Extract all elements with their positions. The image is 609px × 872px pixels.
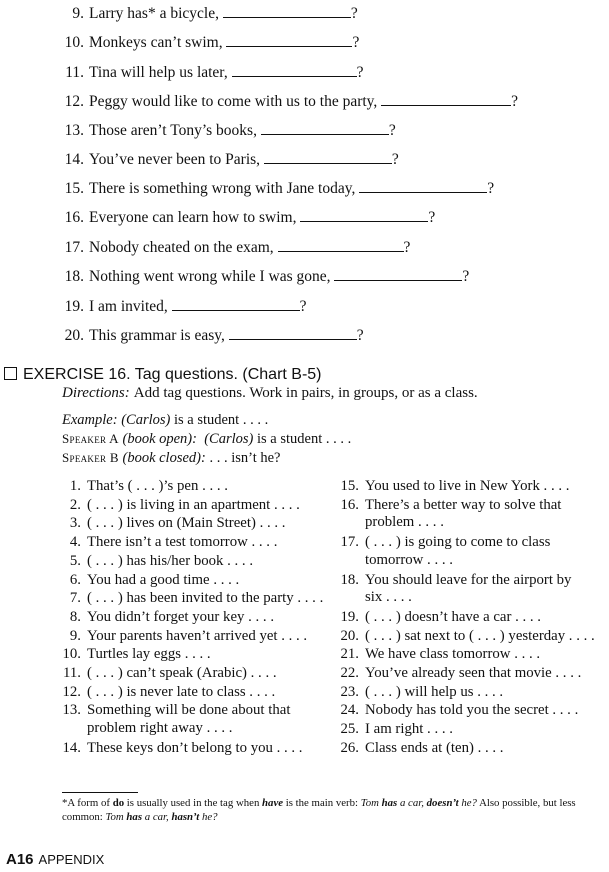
answer-blank[interactable] xyxy=(264,149,392,164)
item-text: Peggy would like to come with us to the party, xyxy=(89,93,382,110)
item-number: 6. xyxy=(69,571,81,588)
item-number: 25. xyxy=(340,721,359,738)
exercise-item xyxy=(59,534,277,552)
exercise-item xyxy=(337,721,453,739)
item-text: Monkeys can’t swim, xyxy=(89,34,227,51)
item-text: There is something wrong with Jane today, xyxy=(89,180,360,197)
item-text: six . . . . xyxy=(365,589,412,605)
item-number: 17. xyxy=(64,239,84,256)
answer-blank[interactable] xyxy=(223,3,351,18)
section-name: APPENDIX xyxy=(38,852,105,867)
item-number: 14. xyxy=(64,151,84,168)
exercise-item xyxy=(59,515,286,533)
exercise-item xyxy=(337,497,561,532)
footnote-divider xyxy=(62,792,138,793)
exercise-item xyxy=(337,702,578,720)
tag-question-item xyxy=(60,207,435,227)
exercise-item xyxy=(59,665,277,683)
exercise-item xyxy=(59,478,228,496)
exercise-item xyxy=(59,684,275,702)
answer-blank[interactable] xyxy=(359,178,487,193)
question-mark: ? xyxy=(428,209,436,226)
question-mark: ? xyxy=(511,93,519,110)
item-text: I am invited, xyxy=(89,298,172,315)
item-text: Those aren’t Tony’s books, xyxy=(89,122,261,139)
item-number: 18. xyxy=(64,268,84,285)
checkbox-icon[interactable] xyxy=(4,367,17,380)
tag-question-item xyxy=(60,266,469,286)
item-number: 13. xyxy=(62,702,81,719)
answer-blank[interactable] xyxy=(278,237,404,252)
answer-blank[interactable] xyxy=(172,296,300,311)
item-number: 15. xyxy=(340,478,359,494)
item-number: 11. xyxy=(63,665,81,681)
item-text: Nobody has told you the secret . . . . xyxy=(365,702,579,719)
item-number: 3. xyxy=(69,515,81,532)
item-text: You didn’t forget your key . . . . xyxy=(87,608,275,625)
example-label: Example: xyxy=(62,412,118,428)
answer-blank[interactable] xyxy=(226,32,352,47)
question-mark: ? xyxy=(462,268,470,285)
exercise-heading xyxy=(4,366,322,384)
item-number: 19. xyxy=(64,298,84,315)
item-text: Something will be done about that xyxy=(87,702,291,719)
item-number: 16. xyxy=(340,496,359,513)
speaker-b-line xyxy=(62,450,280,467)
item-text: ( . . . ) lives on (Main Street) . . . . xyxy=(87,515,286,532)
speaker-a-note: (book open): xyxy=(122,431,197,447)
item-text: Everyone can learn how to swim, xyxy=(89,209,301,226)
exercise-item xyxy=(337,684,503,702)
item-number: 12. xyxy=(62,683,81,700)
item-text: This grammar is easy, xyxy=(89,327,229,344)
exercise-item xyxy=(337,572,571,607)
exercise-item xyxy=(59,497,300,515)
item-text: Turtles lay eggs . . . . xyxy=(87,646,211,663)
question-mark: ? xyxy=(299,298,307,315)
item-number: 8. xyxy=(69,608,81,625)
item-number: 9. xyxy=(72,5,84,22)
answer-blank[interactable] xyxy=(232,62,357,77)
item-text: ( . . . ) has his/her book . . . . xyxy=(87,552,254,569)
question-mark: ? xyxy=(356,64,364,81)
item-text: ( . . . ) can’t speak (Arabic) . . . . xyxy=(87,665,277,681)
item-number: 15. xyxy=(64,180,84,197)
item-number: 10. xyxy=(64,34,84,51)
item-text: ( . . . ) is going to come to class xyxy=(365,534,551,551)
exercise-item xyxy=(337,740,504,758)
item-number: 4. xyxy=(69,534,81,551)
tag-question-item xyxy=(60,178,494,198)
exercise-item xyxy=(337,665,581,683)
exercise-title: EXERCISE 16. Tag questions. (Chart B-5) xyxy=(23,366,322,383)
question-mark: ? xyxy=(350,5,358,22)
exercise-item xyxy=(337,646,540,664)
exercise-item xyxy=(337,628,595,646)
item-text: ( . . . ) will help us . . . . xyxy=(365,683,504,700)
item-number: 16. xyxy=(64,209,84,226)
item-number: 7. xyxy=(69,590,81,607)
item-number: 26. xyxy=(340,739,359,756)
item-text: problem right away . . . . xyxy=(87,719,233,736)
item-number: 13. xyxy=(64,122,84,139)
speaker-a-name: (Carlos) xyxy=(204,431,254,447)
item-number: 21. xyxy=(340,646,359,663)
speaker-a-text: is a student . . . . xyxy=(257,431,352,447)
exercise-item xyxy=(337,534,550,569)
answer-blank[interactable] xyxy=(381,91,511,106)
example-name: (Carlos) xyxy=(121,412,171,428)
directions-label: Directions: xyxy=(62,385,130,401)
tag-question-item xyxy=(60,62,364,82)
tag-question-item xyxy=(60,237,410,257)
item-number: 11. xyxy=(65,64,84,81)
item-number: 12. xyxy=(64,93,84,110)
speaker-b-label: Speaker B xyxy=(62,450,119,465)
tag-question-item xyxy=(60,296,307,316)
item-text: Nobody cheated on the exam, xyxy=(89,239,278,256)
question-mark: ? xyxy=(403,239,411,256)
example-text: is a student . . . . xyxy=(173,412,269,428)
item-number: 20. xyxy=(64,327,84,344)
speaker-b-note: (book closed): xyxy=(122,450,206,466)
item-text: Your parents haven’t arrived yet . . . . xyxy=(87,627,308,644)
item-number: 24. xyxy=(340,702,359,719)
question-mark: ? xyxy=(356,327,364,344)
item-text: That’s ( . . . )’s pen . . . . xyxy=(87,478,228,494)
item-text: You used to live in New York . . . . xyxy=(365,478,570,494)
item-number: 9. xyxy=(69,627,81,644)
example-line xyxy=(62,412,268,429)
tag-question-item xyxy=(60,325,364,345)
speaker-b-text: . . . isn’t he? xyxy=(209,450,281,466)
exercise-item xyxy=(59,628,307,646)
question-mark: ? xyxy=(388,122,396,139)
answer-blank[interactable] xyxy=(334,266,462,281)
tag-question-item xyxy=(60,149,399,169)
item-text: Tina will help us later, xyxy=(89,64,232,81)
item-text: There’s a better way to solve that xyxy=(365,496,562,513)
exercise-item xyxy=(59,646,211,664)
item-text: These keys don’t belong to you . . . . xyxy=(87,739,303,756)
item-text: We have class tomorrow . . . . xyxy=(365,646,541,663)
page-number: A16 xyxy=(6,851,34,868)
item-text: You had a good time . . . . xyxy=(87,571,240,588)
tag-question-item xyxy=(60,32,359,52)
exercise-item xyxy=(59,590,323,608)
directions xyxy=(62,385,478,402)
question-mark: ? xyxy=(487,180,495,197)
exercise-item xyxy=(337,478,569,496)
page-footer xyxy=(6,851,104,868)
exercise-item xyxy=(59,609,274,627)
item-text: ( . . . ) has been invited to the party . . . . xyxy=(87,590,324,607)
item-number: 19. xyxy=(340,608,359,625)
item-text: You should leave for the airport by xyxy=(365,571,572,588)
question-mark: ? xyxy=(352,34,360,51)
speaker-a-line xyxy=(62,431,351,448)
item-text: Class ends at (ten) . . . . xyxy=(365,739,504,756)
exercise-item xyxy=(59,572,239,590)
item-text: ( . . . ) is living in an apartment . . . . xyxy=(87,496,300,513)
item-text: I am right . . . . xyxy=(365,721,453,738)
item-text: Nothing went wrong while I was gone, xyxy=(89,268,335,285)
item-number: 23. xyxy=(340,683,359,700)
speaker-a-label: Speaker A xyxy=(62,431,119,446)
item-number: 18. xyxy=(340,571,359,588)
item-text: You’ve never been to Paris, xyxy=(89,151,264,168)
item-text: tomorrow . . . . xyxy=(365,551,453,568)
exercise-item xyxy=(337,609,541,627)
item-text: There isn’t a test tomorrow . . . . xyxy=(87,534,278,551)
item-number: 22. xyxy=(340,665,359,681)
tag-question-item xyxy=(60,91,518,111)
item-number: 1. xyxy=(69,478,81,494)
answer-blank[interactable] xyxy=(229,325,357,340)
directions-text: Add tag questions. Work in pairs, in groups, or as a class. xyxy=(133,385,478,401)
tag-question-item xyxy=(60,3,358,23)
item-text: Larry has* a bicycle, xyxy=(89,5,223,22)
question-mark: ? xyxy=(391,151,399,168)
exercise-item xyxy=(59,553,253,571)
answer-blank[interactable] xyxy=(261,120,389,135)
item-text: ( . . . ) doesn’t have a car . . . . xyxy=(365,608,541,625)
item-number: 17. xyxy=(340,534,359,551)
answer-blank[interactable] xyxy=(300,207,428,222)
item-text: ( . . . ) sat next to ( . . . ) yesterday . . . . xyxy=(365,627,595,644)
item-number: 2. xyxy=(69,496,81,513)
item-number: 5. xyxy=(69,552,81,569)
item-number: 14. xyxy=(62,739,81,756)
item-text: You’ve already seen that movie . . . . xyxy=(365,665,582,681)
tag-question-item xyxy=(60,120,396,140)
item-number: 10. xyxy=(62,646,81,663)
footnote: *A form of do is usually used in the tag when have is the main verb: Tom has a car, doesn’t he? Also possible, but less common: Tom has a car, hasn’t he? xyxy=(62,797,576,823)
item-text: problem . . . . xyxy=(365,514,444,531)
item-text: ( . . . ) is never late to class . . . . xyxy=(87,683,276,700)
exercise-item xyxy=(59,702,290,737)
item-number: 20. xyxy=(340,627,359,644)
exercise-item xyxy=(59,740,303,758)
